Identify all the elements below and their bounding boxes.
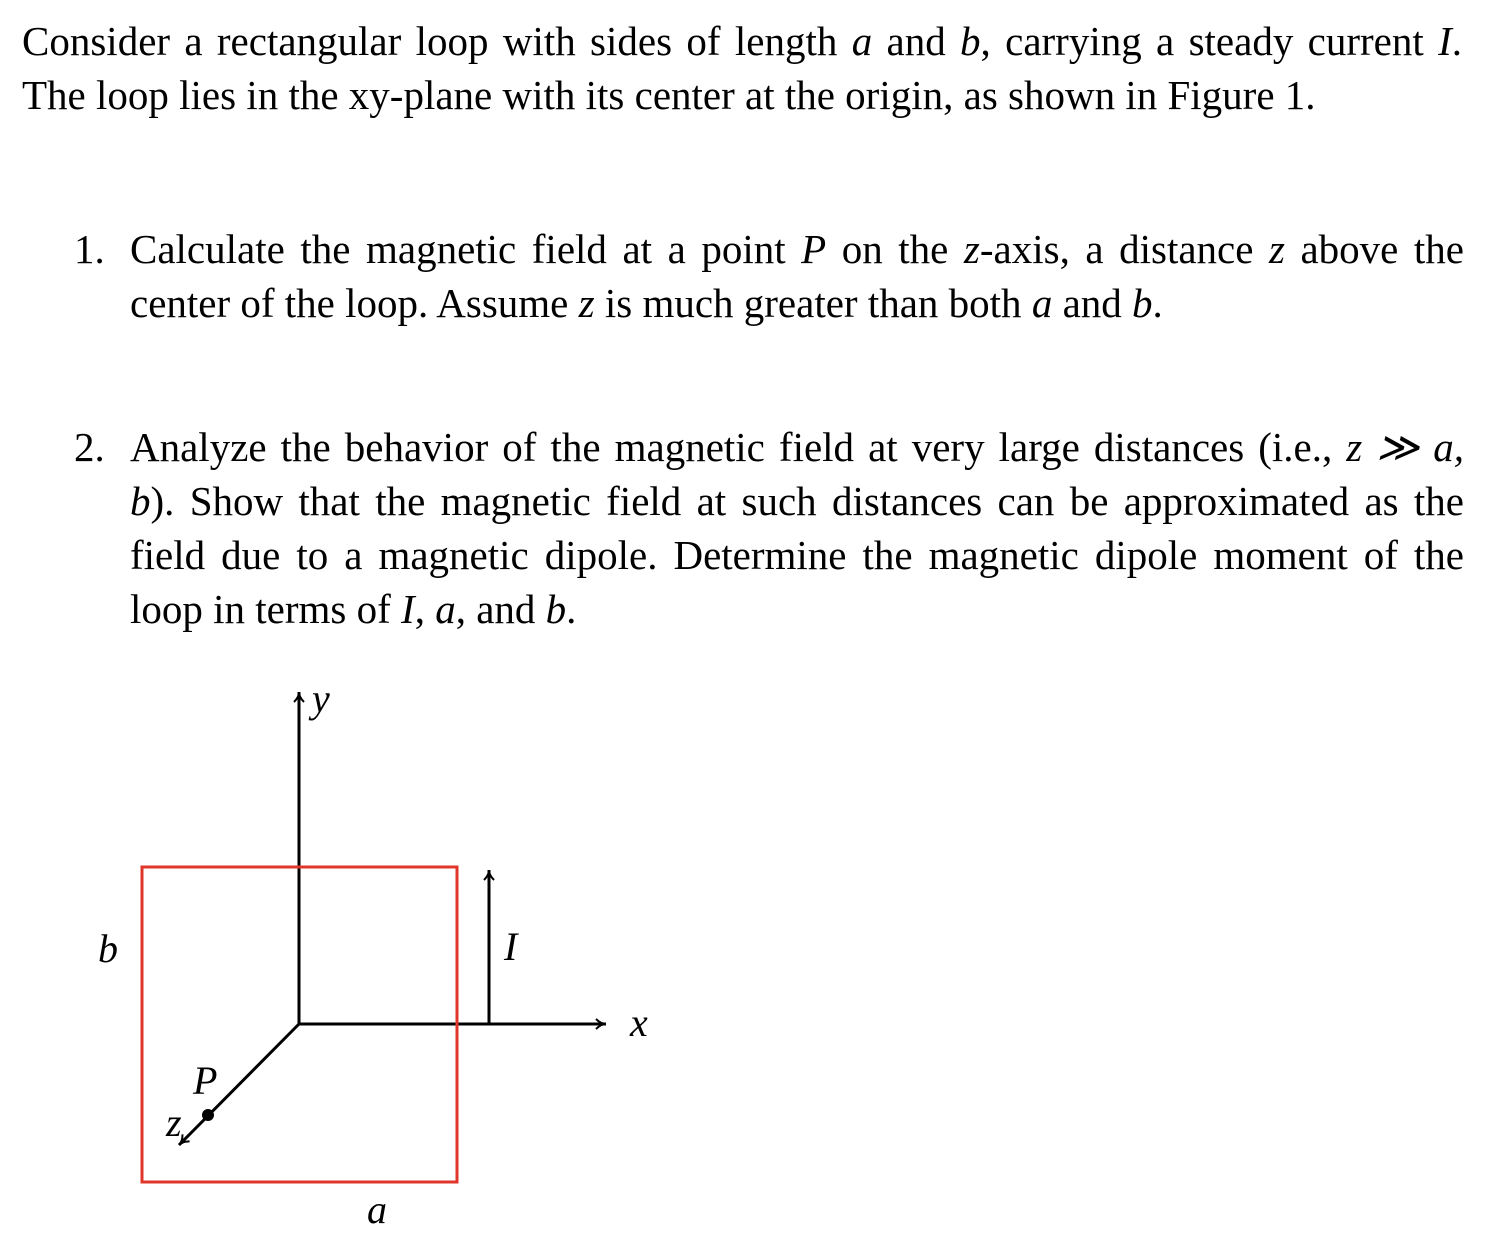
point-p xyxy=(202,1109,214,1121)
intro-var-a: a xyxy=(851,18,873,64)
question-text-2 xyxy=(130,420,1464,636)
intro-var-b: b xyxy=(960,18,981,64)
x-axis-label: x xyxy=(630,1000,648,1045)
q1-text-5: is much greater than both xyxy=(594,280,1032,326)
q2-text-2: ). Show that the magnetic field at such distances can be approximated as the field due to a magnetic dipole. Determine the magnetic dipole moment of the loop in terms of xyxy=(130,478,1464,632)
intro-text-3: , carrying a steady current xyxy=(980,18,1439,64)
intro-var-i: I xyxy=(1438,18,1452,64)
question-item-2 xyxy=(74,420,1464,636)
q1-text-1: Calculate the magnetic field at a point xyxy=(130,226,802,272)
problem-intro xyxy=(22,14,1462,122)
q2-text-1: Analyze the behavior of the magnetic field at very large distances (i.e., xyxy=(130,424,1347,470)
z-axis-label: z xyxy=(166,1100,182,1145)
q1-text-4: above the center of the loop. Assume xyxy=(130,226,1464,326)
point-p-label: P xyxy=(193,1058,218,1103)
q2-text-3: , xyxy=(414,586,436,632)
question-text-1 xyxy=(130,222,1464,330)
loop-diagram xyxy=(0,660,760,1236)
q1-var-z3: z xyxy=(578,280,595,326)
q2-text-4: , and xyxy=(455,586,546,632)
q1-text-7: . xyxy=(1152,280,1163,326)
intro-text-1: Consider a rectangular loop with sides of length xyxy=(22,18,852,64)
q2-var-i: I xyxy=(401,586,415,632)
current-label: I xyxy=(504,924,518,969)
q1-text-3: -axis, a distance xyxy=(979,226,1269,272)
q2-condition: z ≫ a, b xyxy=(130,424,1464,524)
question-item-1 xyxy=(74,222,1464,330)
q2-var-b: b xyxy=(545,586,567,632)
q1-var-b: b xyxy=(1132,280,1153,326)
q1-var-z2: z xyxy=(1268,226,1285,272)
q2-var-a: a xyxy=(435,586,456,632)
y-axis-label: y xyxy=(312,676,330,721)
q2-text-5: . xyxy=(566,586,577,632)
question-number-2: 2. xyxy=(74,424,105,470)
side-b-label: b xyxy=(98,926,118,971)
side-a-label: a xyxy=(367,1187,387,1232)
loop-figure xyxy=(0,660,760,1236)
question-number-1: 1. xyxy=(74,226,105,272)
q1-var-a: a xyxy=(1031,280,1053,326)
q1-text-6: and xyxy=(1052,280,1133,326)
intro-text-2: and xyxy=(872,18,961,64)
q1-var-p: P xyxy=(801,226,827,272)
intro-text-4: . The loop lies in the xy-plane with its center at the origin, as shown in Figure 1. xyxy=(22,18,1462,118)
q1-var-z: z xyxy=(963,226,980,272)
q1-text-2: on the xyxy=(826,226,964,272)
